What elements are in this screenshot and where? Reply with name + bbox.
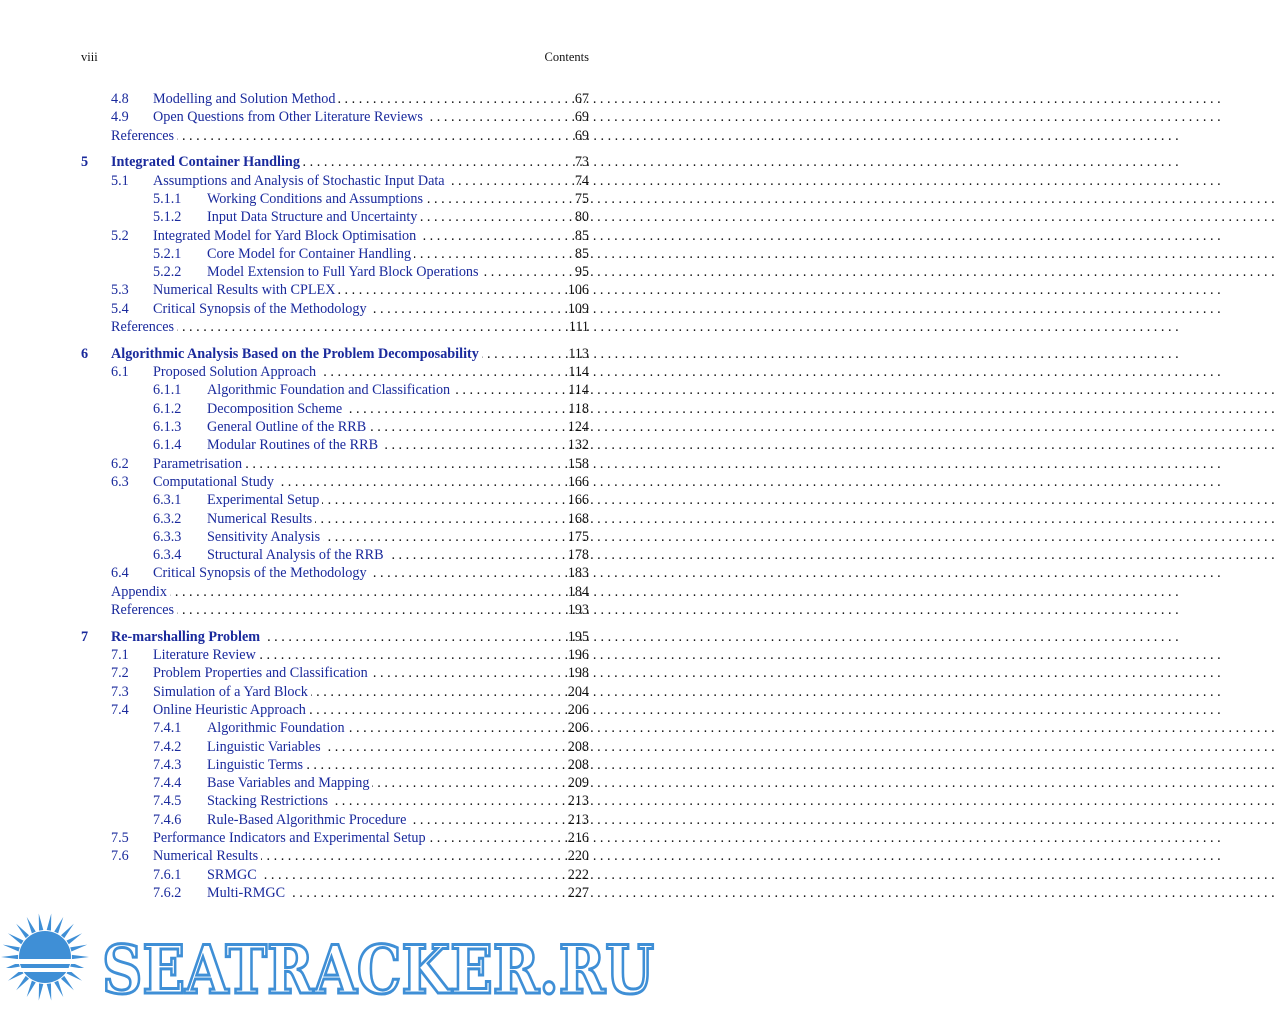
- sun-ray: [27, 981, 36, 997]
- toc-entry-page: 213: [567, 793, 589, 810]
- toc-entry-number: 5.1: [111, 172, 129, 189]
- toc-entry-title-link[interactable]: [207, 400, 553, 418]
- toc-entry-title: References: [111, 319, 177, 335]
- toc-entry-page: 220: [567, 848, 589, 865]
- toc-entry-number: 6.1.2: [153, 400, 182, 417]
- toc-entry-title-link[interactable]: [153, 646, 553, 664]
- toc-entry-number: 6.3.2: [153, 510, 182, 527]
- toc-entry-title-link[interactable]: [153, 847, 553, 865]
- toc-entry-title-link[interactable]: [153, 108, 553, 126]
- toc-entry-number: 4.8: [111, 91, 129, 107]
- toc-entry-number: 5.2.2: [153, 264, 182, 281]
- sun-ray: [47, 983, 52, 1000]
- sun-ray: [66, 933, 82, 944]
- toc-entry-title: Open Questions from Other Literature Reviews: [153, 109, 426, 125]
- toc-entry-number: 5: [81, 154, 89, 171]
- toc-entry-title: Linguistic Terms: [207, 757, 306, 773]
- toc-entry-page: 113: [568, 345, 589, 362]
- toc-entry[interactable]: [81, 473, 589, 491]
- watermark: [0, 905, 667, 1015]
- toc-entry-page: 95: [574, 264, 589, 281]
- toc-entry-number: 5.1.1: [153, 190, 182, 207]
- toc-entry-title-link[interactable]: [111, 628, 553, 646]
- sun-ray: [16, 924, 29, 938]
- toc-entry-page: 198: [567, 665, 589, 682]
- toc-entry-page: 208: [567, 756, 589, 773]
- page-header: [81, 50, 589, 68]
- sun-ray: [61, 924, 74, 938]
- toc-entry-number: 7.4.1: [153, 720, 182, 737]
- toc-entry-page: 158: [567, 455, 589, 472]
- sun-ray: [39, 983, 44, 1000]
- toc-entry-page: 166: [567, 473, 589, 490]
- toc-entry[interactable]: [81, 127, 589, 145]
- toc-entry-title: Online Heuristic Approach: [153, 702, 309, 718]
- toc-entry[interactable]: [81, 528, 589, 546]
- toc-entry[interactable]: [81, 172, 589, 190]
- toc-entry-title-link[interactable]: [153, 455, 553, 473]
- toc-entry-title-link[interactable]: [153, 564, 553, 582]
- toc-entry-title-link[interactable]: [207, 208, 553, 226]
- toc-entry-title-link[interactable]: [207, 245, 553, 263]
- sun-logo-icon: [0, 913, 95, 1000]
- toc-entry-title: Appendix: [111, 584, 170, 600]
- toc-entry-number: 5.4: [111, 300, 129, 317]
- toc-entry-title: Model Extension to Full Yard Block Operations: [207, 264, 482, 280]
- toc-entry[interactable]: [81, 436, 589, 454]
- toc-entry-title: References: [111, 602, 177, 618]
- toc-entry-number: 6.3: [111, 473, 129, 490]
- sun-ray: [47, 913, 52, 930]
- toc-entry-page: 196: [567, 647, 589, 664]
- toc-entry-number: 7.1: [111, 647, 129, 664]
- toc-entry-page: 222: [567, 866, 589, 883]
- toc-entry[interactable]: [81, 866, 589, 884]
- toc-entry-number: 7: [81, 628, 89, 645]
- toc-entry-title: Simulation of a Yard Block: [153, 684, 311, 700]
- toc-entry-title-link[interactable]: [153, 90, 553, 108]
- toc-entry-number: 6.1.3: [153, 419, 182, 436]
- toc-entry[interactable]: [81, 601, 589, 619]
- toc-entry-title: Integrated Container Handling: [111, 154, 303, 170]
- toc-entry-title-link[interactable]: [153, 281, 553, 299]
- toc-entry-title: Core Model for Container Handling: [207, 246, 414, 262]
- toc-entry-title: Algorithmic Foundation and Classification: [207, 382, 453, 398]
- watermark-text: SEATRACKER.RU: [102, 931, 654, 1009]
- toc-entry-title: Sensitivity Analysis: [207, 529, 323, 545]
- toc-entry-page: 69: [574, 127, 589, 144]
- sun-ray: [70, 945, 87, 952]
- toc-entry-number: 7.6.2: [153, 884, 182, 901]
- toc-entry-page: 118: [568, 400, 589, 417]
- sun-ray: [72, 955, 89, 959]
- toc-entry-number: 6.1.4: [153, 437, 182, 454]
- toc-entry-title-link[interactable]: [207, 190, 553, 208]
- toc-entry-title: Re-marshalling Problem: [111, 629, 263, 645]
- toc-entry[interactable]: [81, 564, 589, 582]
- toc-entry-page: 168: [567, 510, 589, 527]
- toc-chapter[interactable]: [81, 345, 589, 363]
- toc-entry-page: 106: [567, 282, 589, 299]
- toc-entry-number: 6.3.3: [153, 528, 182, 545]
- toc-entry-title: General Outline of the RRB: [207, 419, 369, 435]
- toc-entry-title: Performance Indicators and Experimental Setup: [153, 830, 429, 846]
- toc-entry-number: 7.4.2: [153, 738, 182, 755]
- toc-entry-title: Numerical Results: [207, 511, 315, 527]
- toc-entry-title: Algorithmic Foundation: [207, 720, 348, 736]
- sun-ray: [39, 913, 44, 930]
- toc-entry-number: 5.3: [111, 282, 129, 299]
- toc-entry-number: 7.4.3: [153, 756, 182, 773]
- toc-entry-title-link[interactable]: [207, 738, 553, 756]
- toc-entry-number: 6.3.1: [153, 492, 182, 509]
- toc-entry[interactable]: [81, 738, 589, 756]
- toc-entry[interactable]: [81, 847, 589, 865]
- toc-entry-number: 7.5: [111, 830, 129, 847]
- sun-ray: [8, 933, 24, 944]
- toc-entry[interactable]: [81, 190, 589, 208]
- toc-entry-page: 85: [574, 227, 589, 244]
- toc-entry-title: Decomposition Scheme: [207, 401, 345, 417]
- toc-entry[interactable]: [81, 884, 589, 902]
- toc-entry-title-link[interactable]: [207, 866, 553, 884]
- toc-entry-title-link[interactable]: [207, 510, 553, 528]
- toc-entry-title-link[interactable]: [111, 127, 553, 145]
- toc-entry[interactable]: [81, 774, 589, 792]
- toc-entry[interactable]: [81, 701, 589, 719]
- toc-entry-number: 7.4.5: [153, 793, 182, 810]
- toc-entry-title: Working Conditions and Assumptions: [207, 191, 426, 207]
- toc-entry-title: Assumptions and Analysis of Stochastic Input Data: [153, 173, 448, 189]
- toc-entry[interactable]: [81, 245, 589, 263]
- toc-entry[interactable]: [81, 491, 589, 509]
- toc-entry-page: 73: [574, 154, 589, 171]
- toc-entry-number: 5.2.1: [153, 245, 182, 262]
- toc-entry-title-link[interactable]: [207, 381, 553, 399]
- toc-entry-title-link[interactable]: [153, 172, 553, 190]
- toc-entry-title: Problem Properties and Classification: [153, 665, 371, 681]
- toc-entry-title: Modelling and Solution Method: [153, 91, 338, 107]
- toc-entry-title: Algorithmic Analysis Based on the Problem Decomposability: [111, 346, 482, 362]
- toc-entry-title: Critical Synopsis of the Methodology: [153, 301, 370, 317]
- toc-entry-page: 74: [574, 172, 589, 189]
- toc-entry[interactable]: [81, 719, 589, 737]
- toc-entry-title-link[interactable]: [207, 546, 553, 564]
- toc-entry-page: 227: [567, 884, 589, 901]
- toc-entry-title: Modular Routines of the RRB: [207, 437, 381, 453]
- sun-ray: [16, 976, 29, 990]
- toc-entry[interactable]: [81, 792, 589, 810]
- toc-entry[interactable]: [81, 300, 589, 318]
- toc-entry-title-link[interactable]: [153, 363, 553, 381]
- toc-entry-title-link[interactable]: [207, 418, 553, 436]
- toc-entry-title: Stacking Restrictions: [207, 793, 331, 809]
- toc-entry[interactable]: [81, 418, 589, 436]
- toc-entry-page: 166: [567, 492, 589, 509]
- toc-entry-page: 193: [567, 602, 589, 619]
- toc-entry-page: 69: [574, 109, 589, 126]
- toc-entry-title-link[interactable]: [153, 473, 553, 491]
- toc-entry-page: 109: [567, 300, 589, 317]
- toc-entry-title: Numerical Results: [153, 848, 261, 864]
- toc-entry[interactable]: [81, 381, 589, 399]
- toc-entry-number: 6.1.1: [153, 382, 182, 399]
- toc-entry[interactable]: [81, 400, 589, 418]
- toc-entry-number: 6.1: [111, 364, 129, 381]
- toc-entry-page: 178: [567, 547, 589, 564]
- toc-entry-title-link[interactable]: [207, 884, 553, 902]
- toc-entry-number: 7.4.4: [153, 775, 182, 792]
- running-title: Contents: [544, 50, 589, 64]
- toc-entry-number: 6: [81, 345, 89, 362]
- toc-entry-title: Structural Analysis of the RRB: [207, 547, 387, 563]
- toc-entry-title: Critical Synopsis of the Methodology: [153, 565, 370, 581]
- toc-entry-page: 75: [574, 190, 589, 207]
- toc-entry-page: 195: [567, 628, 589, 645]
- toc-entry[interactable]: [81, 510, 589, 528]
- toc-entry-number: 7.6.1: [153, 866, 182, 883]
- toc-entry-title: Integrated Model for Yard Block Optimisation: [153, 228, 419, 244]
- toc-entry-page: 216: [567, 830, 589, 847]
- toc-entry-title: Linguistic Variables: [207, 739, 324, 755]
- toc-entry[interactable]: [81, 227, 589, 245]
- toc-entry-number: 7.4.6: [153, 811, 182, 828]
- toc-entry[interactable]: [81, 546, 589, 564]
- toc-entry-title: Multi-RMGC: [207, 885, 288, 901]
- toc-entry-number: 6.4: [111, 565, 129, 582]
- toc-entry-number: 7.6: [111, 848, 129, 865]
- toc-entry[interactable]: [81, 108, 589, 126]
- toc-entry[interactable]: [81, 829, 589, 847]
- toc-entry-title-link[interactable]: [111, 345, 553, 363]
- toc-entry[interactable]: [81, 208, 589, 226]
- toc-entry[interactable]: [81, 683, 589, 701]
- toc-entry-title-link[interactable]: [111, 318, 553, 336]
- sun-ray: [61, 976, 74, 990]
- toc-entry-title-link[interactable]: [153, 664, 553, 682]
- toc-entry-page: 132: [567, 437, 589, 454]
- toc-entry-page: 124: [567, 419, 589, 436]
- toc-entry-page: 175: [567, 528, 589, 545]
- toc-entry-page: 206: [567, 702, 589, 718]
- sun-ray: [27, 917, 36, 933]
- toc-entry-title: Rule-Based Algorithmic Procedure: [207, 812, 409, 828]
- toc-entry-title-link[interactable]: [153, 829, 553, 847]
- toc-entry-title-link[interactable]: [153, 683, 553, 701]
- toc-entry-title: References: [111, 128, 177, 144]
- toc-entry-page: 204: [567, 683, 589, 700]
- toc-entry-title-link[interactable]: [111, 153, 553, 171]
- toc-entry-title: Numerical Results with CPLEX: [153, 282, 338, 298]
- toc-entry-number: 7.2: [111, 665, 129, 682]
- toc-entry-title-link[interactable]: [207, 792, 553, 810]
- toc-entry-title-link[interactable]: [153, 300, 553, 318]
- toc-entry[interactable]: [81, 664, 589, 682]
- toc-entry-title: Literature Review: [153, 647, 259, 663]
- toc-entry[interactable]: [81, 363, 589, 381]
- toc-entry-page: 208: [567, 738, 589, 755]
- toc-entry-number: 5.1.2: [153, 209, 182, 226]
- toc-entry[interactable]: [81, 263, 589, 281]
- toc-entry-page: 67: [574, 91, 589, 107]
- toc-entry-title-link[interactable]: [111, 601, 553, 619]
- toc-entry-title-link[interactable]: [207, 774, 553, 792]
- toc-entry-number: 4.9: [111, 109, 129, 126]
- toc-entry[interactable]: [81, 318, 589, 336]
- toc-chapter[interactable]: [81, 153, 589, 171]
- sun-ray: [1, 955, 18, 959]
- toc-entry[interactable]: [81, 583, 589, 601]
- toc-entry-title-link[interactable]: [153, 227, 553, 245]
- toc-entry[interactable]: [81, 756, 589, 774]
- toc-entry-title: Computational Study: [153, 474, 277, 490]
- toc-entry-title-link[interactable]: [207, 756, 553, 774]
- sun-ray: [54, 981, 63, 997]
- toc-entry-page: 184: [567, 583, 589, 600]
- toc-entry-title-link[interactable]: [111, 583, 553, 601]
- sun-ray: [3, 945, 20, 952]
- toc-entry-page: 206: [567, 720, 589, 737]
- toc-entry-title: Proposed Solution Approach: [153, 364, 319, 380]
- toc-entry-title: Base Variables and Mapping: [207, 775, 372, 791]
- toc-entry-title-link[interactable]: [207, 491, 553, 509]
- toc-entry-number: 7.4: [111, 702, 129, 718]
- toc-entry-title-link[interactable]: [207, 811, 553, 829]
- toc-entry-title: SRMGC: [207, 867, 260, 883]
- toc-entry-page: 114: [568, 364, 589, 381]
- toc-entry-title: Experimental Setup: [207, 492, 322, 508]
- toc-entry[interactable]: [81, 811, 589, 829]
- toc-entry[interactable]: [81, 646, 589, 664]
- toc-entry[interactable]: [81, 281, 589, 299]
- toc-entry-title-link[interactable]: [207, 263, 553, 281]
- toc-entry-page: 80: [574, 209, 589, 226]
- toc-entry-title: Parametrisation: [153, 456, 245, 472]
- toc-entry-title: Input Data Structure and Uncertainty: [207, 209, 420, 225]
- sun-ray: [54, 917, 63, 933]
- toc-entry-number: 7.3: [111, 683, 129, 700]
- page-number: viii: [81, 50, 98, 64]
- toc-entry-title-link[interactable]: [207, 436, 553, 454]
- toc-entry-title-link[interactable]: [153, 701, 553, 719]
- toc-chapter[interactable]: [81, 628, 589, 646]
- toc-entry[interactable]: [81, 90, 589, 108]
- toc-entry-page: 114: [568, 382, 589, 399]
- toc-entry-page: 111: [568, 319, 589, 336]
- toc-entry[interactable]: [81, 455, 589, 473]
- toc-entry-title-link[interactable]: [207, 528, 553, 546]
- toc-entry-number: 6.2: [111, 455, 129, 472]
- toc-entry-page: 85: [574, 245, 589, 262]
- toc-entry-page: 209: [567, 775, 589, 792]
- toc-entry-page: 183: [567, 565, 589, 582]
- table-of-contents: [81, 90, 589, 902]
- toc-entry-number: 5.2: [111, 227, 129, 244]
- toc-entry-title-link[interactable]: [207, 719, 553, 737]
- toc-entry-number: 6.3.4: [153, 547, 182, 564]
- toc-entry-page: 213: [567, 811, 589, 828]
